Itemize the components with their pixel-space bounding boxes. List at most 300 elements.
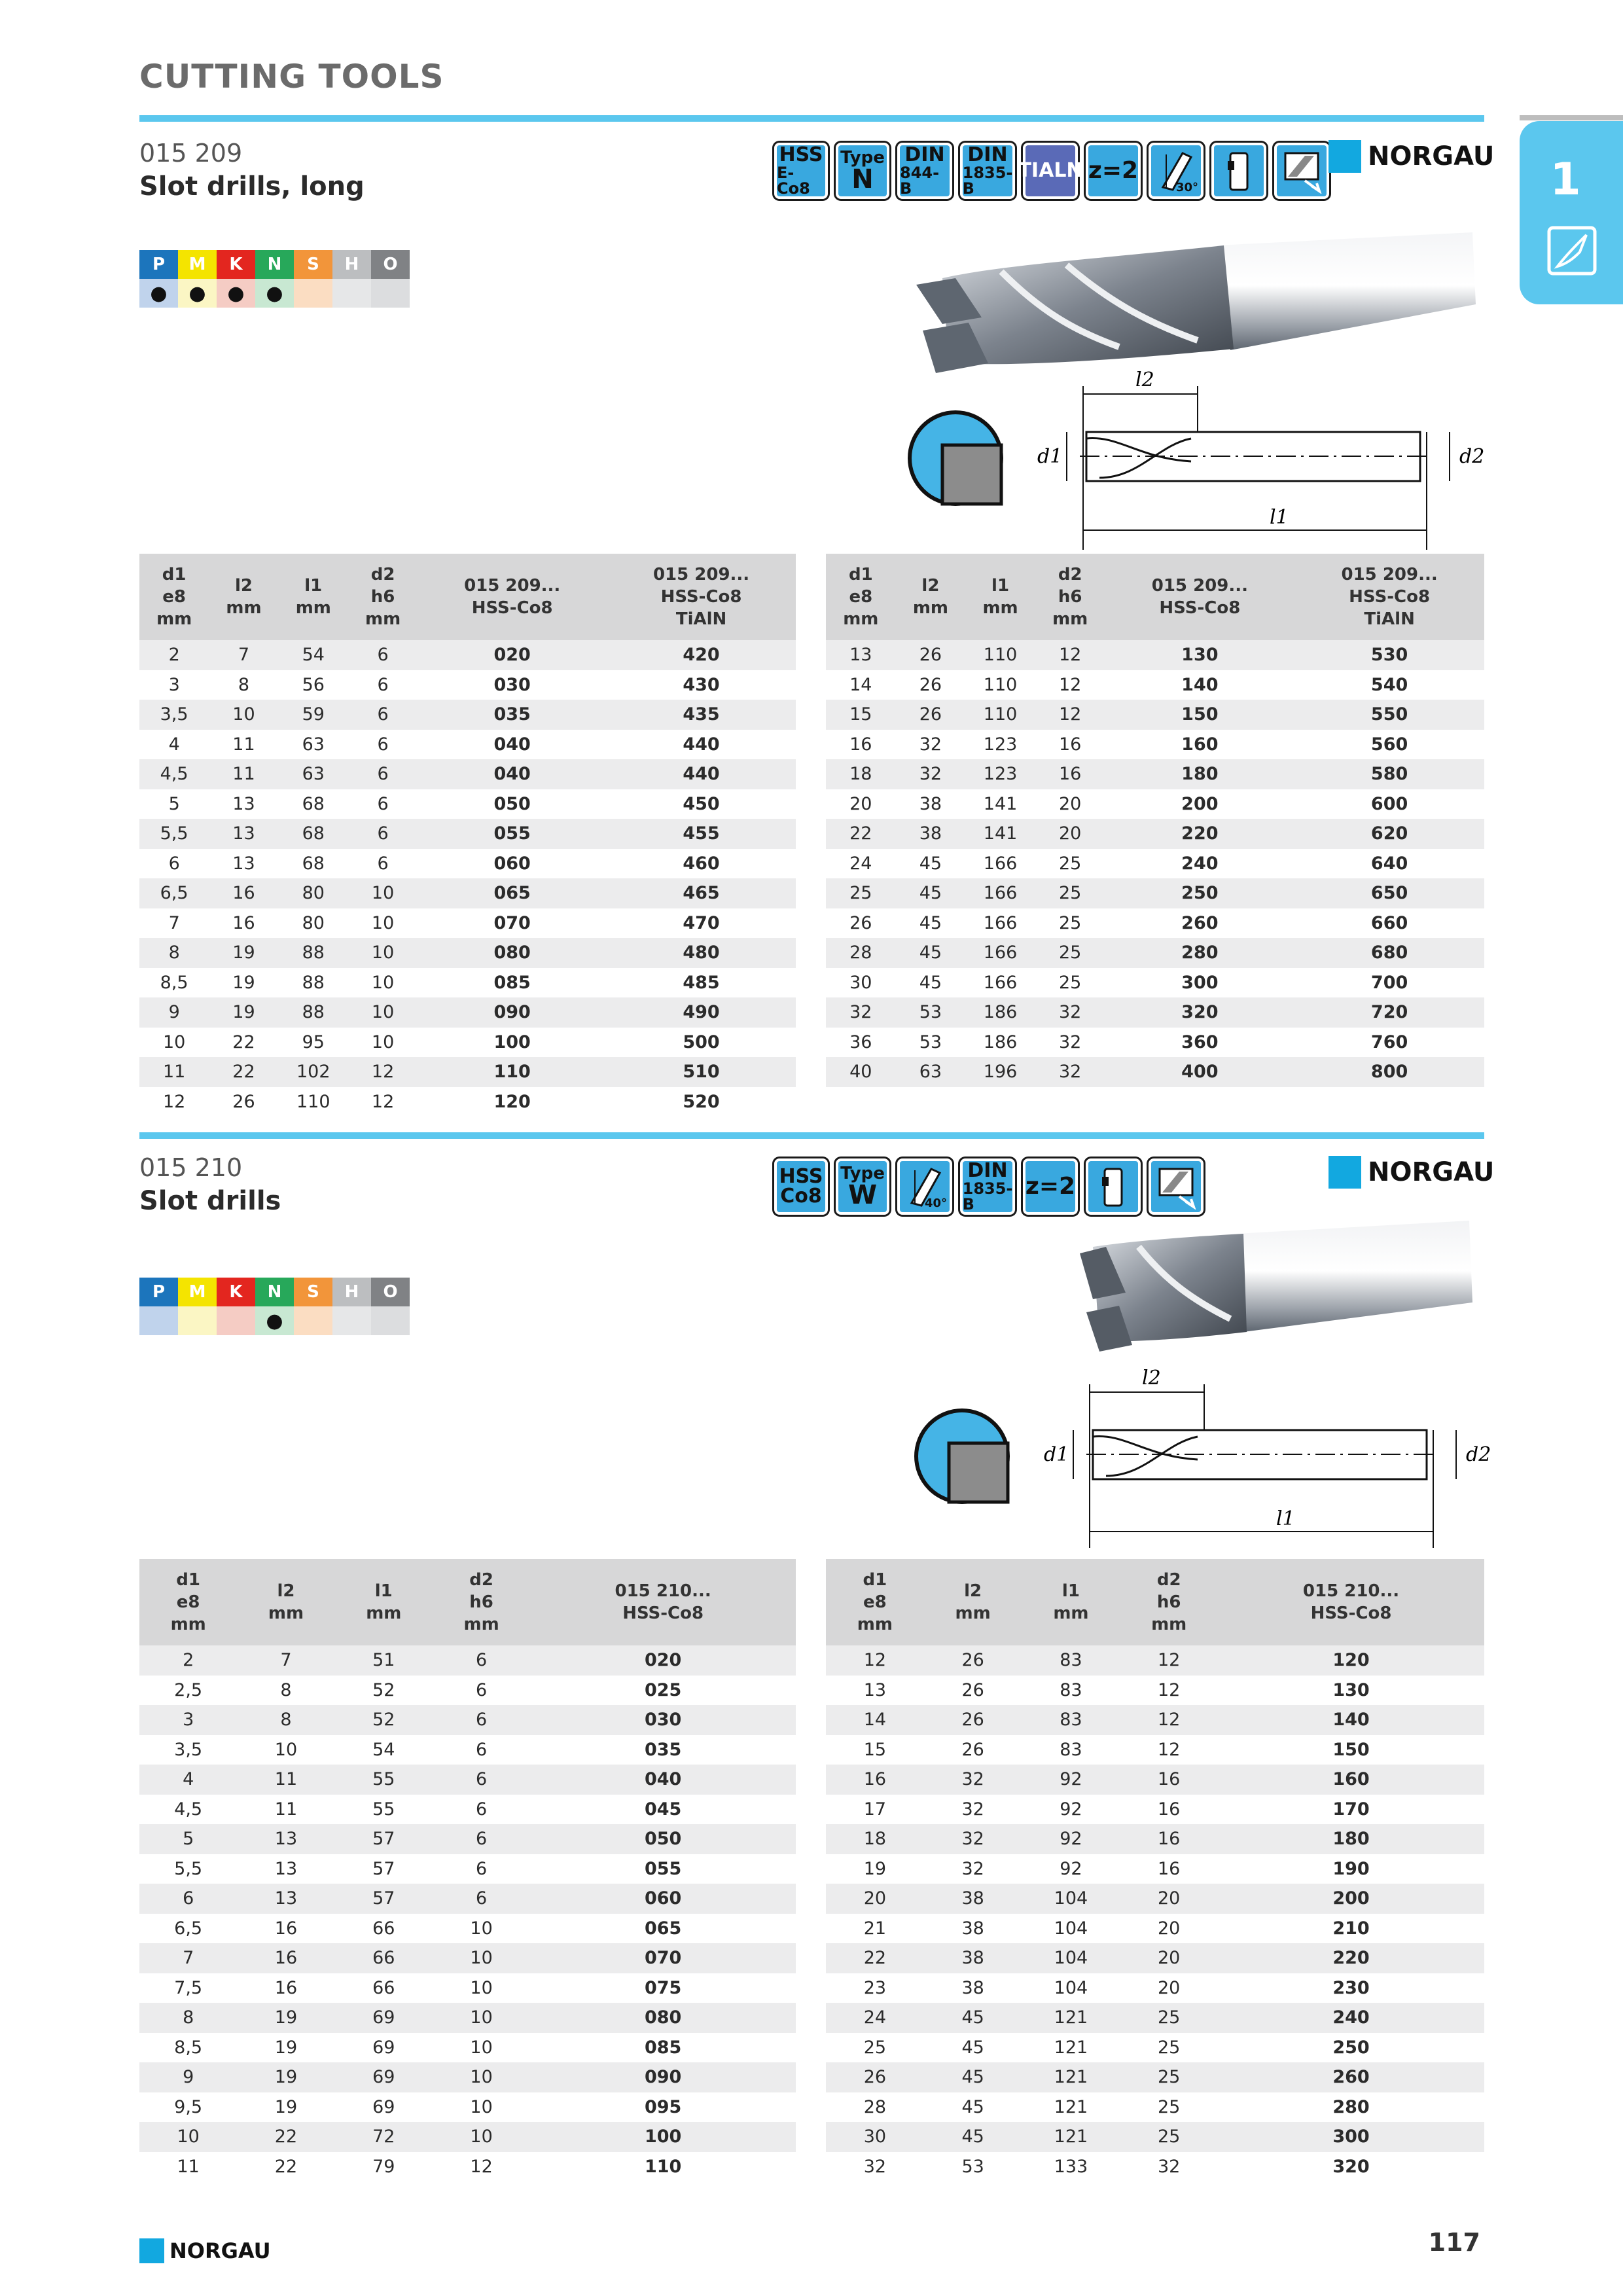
dimension-cell: 166 bbox=[983, 853, 1018, 874]
dimension-cell: 5 bbox=[168, 793, 180, 814]
footer-brand-logo: NORGAU bbox=[139, 2238, 271, 2263]
dimension-cell: 6 bbox=[348, 640, 418, 670]
dimension-cell: 3 bbox=[139, 1705, 237, 1735]
dimension-cell: 63 bbox=[302, 734, 325, 755]
dimension-cell: 14 bbox=[849, 674, 872, 695]
dimension-cell: 69 bbox=[335, 2003, 433, 2033]
dimension-cell: 32 bbox=[1059, 1031, 1082, 1052]
dimension-cell: 63 bbox=[896, 1057, 966, 1087]
article-number-cell: 440 bbox=[683, 734, 720, 755]
page-number: 117 bbox=[1428, 2228, 1480, 2257]
table-row bbox=[139, 1765, 796, 1795]
dimension-cell: 20 bbox=[1120, 1943, 1218, 1973]
dimension-cell: 10 bbox=[274, 1739, 298, 1760]
article-number-cell: 580 bbox=[1294, 759, 1484, 789]
table-row bbox=[826, 789, 1484, 819]
dimension-cell: 110 bbox=[965, 640, 1035, 670]
dimension-cell: 22 bbox=[826, 819, 896, 849]
dimension-cell: 8 bbox=[139, 2003, 237, 2033]
dimension-cell: 10 bbox=[348, 878, 418, 908]
dimension-cell: 16 bbox=[1035, 759, 1105, 789]
table-row bbox=[139, 2152, 796, 2182]
dimension-cell: 69 bbox=[372, 2037, 395, 2058]
dimension-cell: 12 bbox=[1035, 700, 1105, 730]
article-number-cell: 220 bbox=[1105, 819, 1295, 849]
dimension-cell: 16 bbox=[1120, 1765, 1218, 1795]
table-row bbox=[826, 670, 1484, 700]
dimension-cell: 20 bbox=[1059, 793, 1082, 814]
dimension-cell: 38 bbox=[961, 1918, 984, 1939]
dimension-cell: 45 bbox=[924, 2122, 1022, 2152]
material-suitability bbox=[217, 1306, 255, 1335]
dimension-cell: 22 bbox=[209, 1057, 278, 1087]
table-row bbox=[826, 997, 1484, 1028]
column-header: d1 e8 mm bbox=[826, 554, 896, 640]
column-header: 015 210... HSS-Co8 bbox=[1218, 1559, 1484, 1645]
article-number-cell: 190 bbox=[1332, 1858, 1370, 1879]
dimension-cell: 45 bbox=[919, 853, 942, 874]
dimension-cell: 45 bbox=[924, 2062, 1022, 2092]
article-number-cell: 240 bbox=[1181, 853, 1219, 874]
table-row bbox=[139, 1824, 796, 1854]
svg-text:l2: l2 bbox=[1142, 1367, 1161, 1390]
table-row bbox=[826, 1795, 1484, 1825]
article-number-cell: 260 bbox=[1218, 2062, 1484, 2092]
table-row bbox=[139, 2062, 796, 2092]
dimension-cell: 3,5 bbox=[139, 700, 209, 730]
table-row bbox=[826, 1765, 1484, 1795]
dimension-cell: 3,5 bbox=[174, 1739, 203, 1760]
article-number-cell: 520 bbox=[683, 1091, 720, 1112]
material-suitability: ● bbox=[178, 279, 217, 308]
dimension-cell: 102 bbox=[279, 1057, 348, 1087]
badge-helix-angle: 40° bbox=[897, 1158, 952, 1215]
dimension-cell: 88 bbox=[279, 997, 348, 1028]
dimension-cell: 13 bbox=[209, 819, 278, 849]
table-row bbox=[826, 1735, 1484, 1765]
article-number-cell: 760 bbox=[1370, 1031, 1408, 1052]
article-number-cell: 130 bbox=[1105, 640, 1295, 670]
article-number-cell: 055 bbox=[644, 1858, 682, 1879]
table-row bbox=[139, 2122, 796, 2152]
dimension-cell: 83 bbox=[1022, 1645, 1120, 1676]
dimension-cell: 25 bbox=[1035, 878, 1105, 908]
dimension-cell: 57 bbox=[372, 1858, 395, 1879]
dimension-cell: 110 bbox=[983, 674, 1018, 695]
dimension-cell: 10 bbox=[348, 997, 418, 1028]
dimension-cell: 12 bbox=[1120, 1705, 1218, 1735]
tool-image bbox=[1080, 1221, 1472, 1365]
dimension-cell: 22 bbox=[274, 2156, 298, 2177]
article-number-cell: 150 bbox=[1332, 1739, 1370, 1760]
dimension-cell: 7,5 bbox=[174, 1977, 203, 1998]
dimension-cell: 10 bbox=[162, 1031, 186, 1052]
svg-text:l2: l2 bbox=[1135, 368, 1154, 391]
material-o: O bbox=[371, 1278, 410, 1306]
dimension-cell: 25 bbox=[863, 2037, 887, 2058]
table-row bbox=[826, 938, 1484, 968]
dimension-cell: 13 bbox=[237, 1824, 334, 1854]
dimension-cell: 24 bbox=[826, 2003, 924, 2033]
column-header: 015 209... HSS-Co8 TiAlN bbox=[607, 554, 796, 640]
table-row bbox=[139, 670, 796, 700]
dimension-cell: 45 bbox=[896, 938, 966, 968]
dimension-cell: 38 bbox=[924, 1943, 1022, 1973]
dimension-cell: 26 bbox=[849, 912, 872, 933]
dimension-cell: 38 bbox=[961, 1977, 984, 1998]
dimension-cell: 95 bbox=[302, 1031, 325, 1052]
table-row bbox=[826, 968, 1484, 998]
table-row bbox=[139, 759, 796, 789]
dimension-cell: 80 bbox=[302, 912, 325, 933]
product-code: 015 209 bbox=[139, 139, 243, 168]
article-number-cell: 020 bbox=[530, 1645, 796, 1676]
dimension-cell: 10 bbox=[371, 972, 395, 993]
dimension-cell: 22 bbox=[237, 2122, 334, 2152]
article-number-cell: 500 bbox=[683, 1031, 720, 1052]
table-row bbox=[139, 640, 796, 670]
table-row bbox=[139, 1735, 796, 1765]
column-header: d2 h6 mm bbox=[433, 1559, 530, 1645]
dimension-cell: 8,5 bbox=[160, 972, 188, 993]
dimension-cell: 166 bbox=[983, 912, 1018, 933]
dimension-cell: 25 bbox=[1158, 2037, 1181, 2058]
dimension-cell: 12 bbox=[162, 1091, 186, 1112]
column-header: d2 h6 mm bbox=[348, 554, 418, 640]
dimension-cell: 6 bbox=[433, 1884, 530, 1914]
dimension-cell: 7 bbox=[209, 640, 278, 670]
dimension-cell: 22 bbox=[826, 1943, 924, 1973]
dimension-cell: 57 bbox=[335, 1884, 433, 1914]
dimension-cell: 83 bbox=[1060, 1679, 1082, 1700]
badge-type-w: Type W bbox=[836, 1158, 889, 1215]
material-suitability bbox=[294, 1306, 332, 1335]
dimension-cell: 30 bbox=[826, 2122, 924, 2152]
dimension-cell: 26 bbox=[232, 1091, 255, 1112]
dimension-cell: 20 bbox=[826, 1884, 924, 1914]
dimension-table-right bbox=[826, 554, 1484, 1087]
dimension-cell: 9 bbox=[139, 2062, 237, 2092]
dimension-cell: 45 bbox=[924, 2003, 1022, 2033]
brand-logo: NORGAU bbox=[1329, 1156, 1494, 1189]
dimension-cell: 18 bbox=[826, 1824, 924, 1854]
table-row bbox=[139, 1645, 796, 1676]
section-rule bbox=[139, 1132, 1484, 1139]
table-row bbox=[139, 819, 796, 849]
dimension-cell: 121 bbox=[1022, 2122, 1120, 2152]
side-tab-number: 1 bbox=[1550, 154, 1581, 206]
material-o: O bbox=[371, 250, 410, 279]
dimension-cell: 11 bbox=[177, 2156, 200, 2177]
table-row bbox=[139, 2033, 796, 2063]
article-number-cell: 040 bbox=[530, 1765, 796, 1795]
material-s: S bbox=[294, 1278, 332, 1306]
article-number-cell: 260 bbox=[1181, 912, 1219, 933]
dimension-cell: 6,5 bbox=[174, 1918, 203, 1939]
badge-type-n: Type N bbox=[836, 143, 889, 199]
article-number-cell: 700 bbox=[1370, 972, 1408, 993]
article-number-cell: 220 bbox=[1218, 1943, 1484, 1973]
dimension-cell: 32 bbox=[919, 734, 942, 755]
article-number-cell: 400 bbox=[1105, 1057, 1295, 1087]
dimension-cell: 5,5 bbox=[139, 819, 209, 849]
dimension-cell: 16 bbox=[274, 1977, 298, 1998]
article-number-cell: 075 bbox=[644, 1977, 682, 1998]
article-number-cell: 070 bbox=[530, 1943, 796, 1973]
column-header: d2 h6 mm bbox=[1035, 554, 1105, 640]
table-row bbox=[826, 730, 1484, 760]
badge-din-1835b: DIN 1835-B bbox=[960, 1158, 1015, 1215]
dimension-cell: 45 bbox=[896, 878, 966, 908]
article-number-cell: 210 bbox=[1332, 1918, 1370, 1939]
article-number-cell: 300 bbox=[1218, 2122, 1484, 2152]
material-k: K bbox=[217, 1278, 255, 1306]
dimension-cell: 11 bbox=[237, 1765, 334, 1795]
material-m: M bbox=[178, 250, 217, 279]
article-number-cell: 640 bbox=[1370, 853, 1408, 874]
material-suitability bbox=[332, 1306, 371, 1335]
dimension-cell: 53 bbox=[896, 997, 966, 1028]
material-suitability bbox=[178, 1306, 217, 1335]
table-row bbox=[826, 819, 1484, 849]
column-header: l2 mm bbox=[924, 1559, 1022, 1645]
table-row bbox=[826, 2152, 1484, 2182]
dimension-cell: 32 bbox=[924, 1824, 1022, 1854]
table-row bbox=[139, 968, 796, 998]
dimension-cell: 26 bbox=[924, 1645, 1022, 1676]
dimension-cell: 25 bbox=[826, 878, 896, 908]
dimension-cell: 8 bbox=[139, 938, 209, 968]
dimension-cell: 7 bbox=[237, 1645, 334, 1676]
dimension-cell: 10 bbox=[470, 1918, 493, 1939]
badge-din-844b: DIN 844-B bbox=[897, 143, 952, 199]
dimension-cell: 16 bbox=[209, 878, 278, 908]
column-header: l1 mm bbox=[1022, 1559, 1120, 1645]
dimension-cell: 68 bbox=[279, 819, 348, 849]
article-number-cell: 800 bbox=[1294, 1057, 1484, 1087]
material-p: P bbox=[139, 1278, 178, 1306]
dimension-cell: 7 bbox=[168, 912, 180, 933]
table-row bbox=[826, 1645, 1484, 1676]
material-suitability: ● bbox=[217, 279, 255, 308]
dimension-cell: 32 bbox=[1035, 1057, 1105, 1087]
dimension-cell: 25 bbox=[1120, 2003, 1218, 2033]
dimension-cell: 28 bbox=[863, 2096, 887, 2117]
article-number-cell: 460 bbox=[683, 853, 720, 874]
table-row bbox=[139, 1087, 796, 1117]
table-row bbox=[826, 1676, 1484, 1706]
table-row bbox=[139, 849, 796, 879]
dimension-cell: 4,5 bbox=[139, 759, 209, 789]
dimension-cell: 83 bbox=[1022, 1705, 1120, 1735]
dimension-cell: 32 bbox=[924, 1765, 1022, 1795]
dimension-cell: 9,5 bbox=[174, 2096, 203, 2117]
dimension-cell: 6 bbox=[433, 1824, 530, 1854]
dimension-cell: 16 bbox=[849, 734, 872, 755]
dimension-cell: 166 bbox=[983, 972, 1018, 993]
table-row bbox=[826, 1973, 1484, 2003]
material-n: N bbox=[255, 1278, 294, 1306]
article-number-cell: 030 bbox=[493, 674, 531, 695]
dimension-cell: 6,5 bbox=[139, 878, 209, 908]
table-row bbox=[826, 1705, 1484, 1735]
dimension-cell: 10 bbox=[139, 2122, 237, 2152]
table-row bbox=[139, 1973, 796, 2003]
article-number-cell: 110 bbox=[418, 1057, 607, 1087]
product-name: Slot drills bbox=[139, 1186, 281, 1216]
dimension-cell: 141 bbox=[983, 793, 1018, 814]
article-number-cell: 090 bbox=[418, 997, 607, 1028]
table-row bbox=[139, 997, 796, 1028]
material-grid bbox=[139, 250, 410, 308]
article-number-cell: 250 bbox=[1332, 2037, 1370, 2058]
article-number-cell: 300 bbox=[1181, 972, 1219, 993]
dimension-table-right bbox=[826, 1559, 1484, 2181]
column-header: l2 mm bbox=[896, 554, 966, 640]
material-s: S bbox=[294, 250, 332, 279]
column-header: d1 e8 mm bbox=[139, 554, 209, 640]
dimension-cell: 32 bbox=[1158, 2156, 1181, 2177]
material-suitability bbox=[332, 279, 371, 308]
article-number-cell: 720 bbox=[1294, 997, 1484, 1028]
dimension-cell: 11 bbox=[232, 734, 255, 755]
dimension-cell: 16 bbox=[232, 912, 255, 933]
dimension-cell: 26 bbox=[826, 2062, 924, 2092]
article-number-cell: 055 bbox=[418, 819, 607, 849]
dimension-cell: 52 bbox=[335, 1705, 433, 1735]
dimension-drawing bbox=[910, 1365, 1492, 1551]
dimension-cell: 66 bbox=[335, 1943, 433, 1973]
dimension-cell: 104 bbox=[1054, 1918, 1088, 1939]
dimension-cell: 12 bbox=[1158, 1679, 1181, 1700]
dimension-cell: 6 bbox=[348, 700, 418, 730]
article-number-cell: 200 bbox=[1181, 793, 1219, 814]
article-number-cell: 065 bbox=[644, 1918, 682, 1939]
tool-image bbox=[903, 232, 1479, 389]
dimension-cell: 5 bbox=[139, 1824, 237, 1854]
table-row bbox=[826, 700, 1484, 730]
article-number-cell: 060 bbox=[530, 1884, 796, 1914]
article-number-cell: 680 bbox=[1294, 938, 1484, 968]
dimension-cell: 121 bbox=[1022, 2003, 1120, 2033]
dimension-cell: 92 bbox=[1060, 1799, 1082, 1820]
dimension-cell: 20 bbox=[1120, 1884, 1218, 1914]
dimension-cell: 19 bbox=[274, 2037, 298, 2058]
dimension-cell: 57 bbox=[335, 1824, 433, 1854]
dimension-cell: 19 bbox=[237, 2062, 334, 2092]
shank-icon bbox=[1211, 143, 1266, 199]
dimension-cell: 123 bbox=[983, 734, 1018, 755]
material-suitability bbox=[371, 1306, 410, 1335]
dimension-cell: 88 bbox=[302, 972, 325, 993]
dimension-cell: 66 bbox=[372, 1918, 395, 1939]
table-row bbox=[139, 1914, 796, 1944]
dimension-cell: 16 bbox=[1158, 1858, 1181, 1879]
dimension-cell: 121 bbox=[1022, 2062, 1120, 2092]
article-number-cell: 140 bbox=[1181, 674, 1219, 695]
article-number-cell: 620 bbox=[1294, 819, 1484, 849]
article-number-cell: 030 bbox=[530, 1705, 796, 1735]
article-number-cell: 080 bbox=[530, 2003, 796, 2033]
dimension-cell: 13 bbox=[232, 853, 255, 874]
article-number-cell: 560 bbox=[1370, 734, 1408, 755]
article-number-cell: 060 bbox=[493, 853, 531, 874]
dimension-cell: 45 bbox=[919, 972, 942, 993]
table-row bbox=[139, 2092, 796, 2123]
dimension-cell: 69 bbox=[335, 2062, 433, 2092]
table-row bbox=[826, 1854, 1484, 1884]
dimension-cell: 16 bbox=[237, 1943, 334, 1973]
article-number-cell: 465 bbox=[607, 878, 796, 908]
table-row bbox=[826, 2062, 1484, 2092]
article-number-cell: 530 bbox=[1294, 640, 1484, 670]
dimension-cell: 10 bbox=[371, 1031, 395, 1052]
article-number-cell: 470 bbox=[683, 912, 720, 933]
dimension-cell: 26 bbox=[896, 640, 966, 670]
dimension-cell: 6 bbox=[377, 853, 389, 874]
dimension-cell: 10 bbox=[470, 2037, 493, 2058]
article-number-cell: 045 bbox=[644, 1799, 682, 1820]
dimension-cell: 25 bbox=[1120, 2062, 1218, 2092]
side-tab[interactable] bbox=[1520, 121, 1623, 304]
column-header: 015 210... HSS-Co8 bbox=[530, 1559, 796, 1645]
dimension-cell: 19 bbox=[209, 938, 278, 968]
dimension-cell: 25 bbox=[1059, 912, 1082, 933]
article-number-cell: 230 bbox=[1332, 1977, 1370, 1998]
badge-hss-eco8: HSS E-Co8 bbox=[774, 143, 828, 199]
material-n: N bbox=[255, 250, 294, 279]
dimension-cell: 19 bbox=[863, 1858, 887, 1879]
dimension-cell: 104 bbox=[1054, 1977, 1088, 1998]
dimension-cell: 13 bbox=[274, 1858, 298, 1879]
dimension-cell: 133 bbox=[1054, 2156, 1088, 2177]
dimension-cell: 2,5 bbox=[174, 1679, 203, 1700]
dimension-cell: 20 bbox=[1158, 1918, 1181, 1939]
badge-hss-co8: HSS Co8 bbox=[774, 1158, 828, 1215]
article-number-cell: 320 bbox=[1332, 2156, 1370, 2177]
dimension-cell: 55 bbox=[372, 1799, 395, 1820]
dimension-cell: 8 bbox=[280, 1679, 292, 1700]
dimension-cell: 14 bbox=[826, 1705, 924, 1735]
badge-tialn: TIALN bbox=[1023, 143, 1078, 199]
dimension-cell: 17 bbox=[863, 1799, 887, 1820]
dimension-cell: 26 bbox=[961, 1739, 984, 1760]
dimension-cell: 80 bbox=[279, 878, 348, 908]
dimension-cell: 32 bbox=[961, 1858, 984, 1879]
dimension-cell: 12 bbox=[1059, 674, 1082, 695]
dimension-cell: 6 bbox=[168, 853, 180, 874]
dimension-cell: 6 bbox=[476, 1858, 488, 1879]
material-suitability bbox=[371, 279, 410, 308]
dimension-cell: 16 bbox=[1059, 734, 1082, 755]
column-header: 015 209... HSS-Co8 TiAlN bbox=[1294, 554, 1484, 640]
column-header: d1 e8 mm bbox=[826, 1559, 924, 1645]
material-h: H bbox=[332, 1278, 371, 1306]
dimension-cell: 19 bbox=[237, 2003, 334, 2033]
dimension-cell: 20 bbox=[1158, 1977, 1181, 1998]
dimension-cell: 28 bbox=[826, 938, 896, 968]
article-number-cell: 150 bbox=[1105, 700, 1295, 730]
dimension-cell: 54 bbox=[279, 640, 348, 670]
dimension-cell: 19 bbox=[209, 997, 278, 1028]
dimension-table-left bbox=[139, 554, 796, 1117]
dimension-cell: 38 bbox=[924, 1884, 1022, 1914]
table-row bbox=[826, 640, 1484, 670]
dimension-cell: 6 bbox=[476, 1679, 488, 1700]
dimension-cell: 56 bbox=[302, 674, 325, 695]
article-number-cell: 480 bbox=[607, 938, 796, 968]
dimension-cell: 4,5 bbox=[174, 1799, 203, 1820]
